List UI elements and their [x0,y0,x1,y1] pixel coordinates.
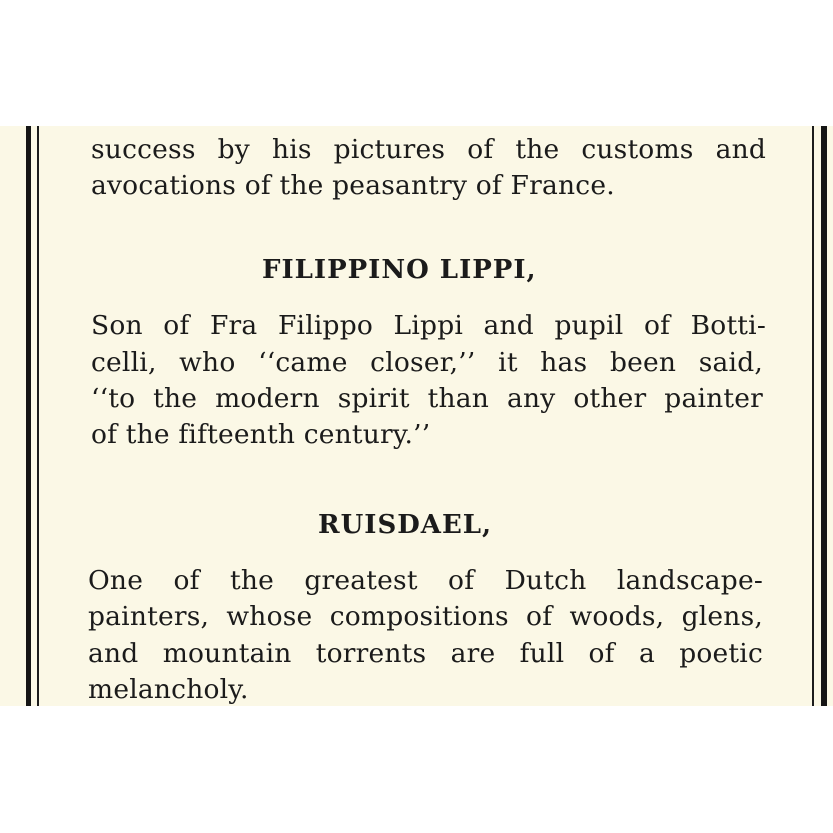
left-border-thin-rule [37,126,39,706]
lippi-line-2: celli, who ‘‘came closer,’’ it has been said, [91,350,763,378]
left-border-thick-rule [26,126,31,706]
ruisdael-line-2: painters, whose compositions of woods, glens, [88,604,763,632]
ruisdael-line-3: and mountain torrents are full of a poetic [88,641,763,669]
lippi-line-1: Son of Fra Filippo Lippi and pupil of Botti- [91,313,766,341]
ruisdael-line-1: One of the greatest of Dutch landscape- [88,568,763,596]
heading-filippino-lippi: FILIPPINO LIPPI, [262,255,537,285]
right-border-thick-rule [821,126,827,706]
intro-line-1: success by his pictures of the customs and [91,137,766,165]
ruisdael-line-4: melancholy. [88,674,249,705]
intro-line-2: avocations of the peasantry of France. [91,170,615,201]
lippi-line-3: ‘‘to the modern spirit than any other painter [91,386,763,414]
lippi-line-4: of the fifteenth century.’’ [91,419,431,450]
book-page-clipping [0,126,833,706]
right-border-thin-rule [812,126,814,706]
heading-ruisdael: RUISDAEL, [318,510,493,540]
